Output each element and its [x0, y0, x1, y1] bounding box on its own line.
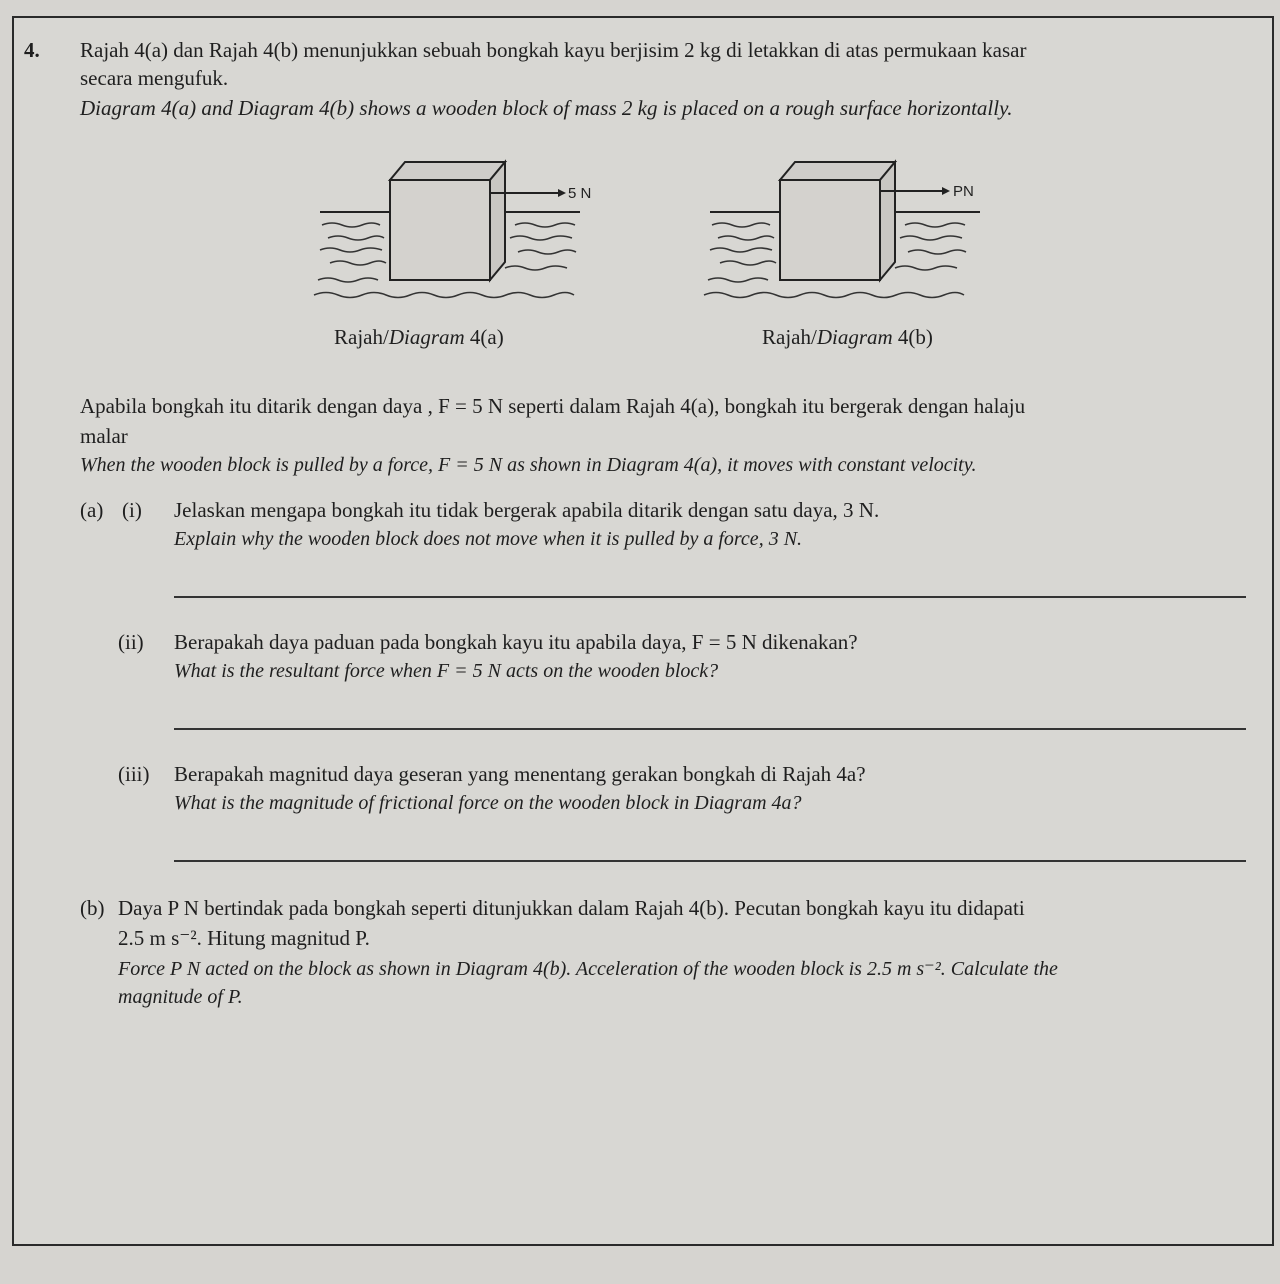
part-a-i-label: (i)	[122, 498, 142, 522]
context-english: When the wooden block is pulled by a force, F = 5 N as shown in Diagram 4(a), it moves with constant velocity.	[80, 454, 977, 476]
force-label-pn: PN	[953, 183, 974, 200]
part-b-english-line1: Force P N acted on the block as shown in Diagram 4(b). Acceleration of the wooden block is 2.5 m s⁻². Calculate the	[118, 958, 1058, 980]
stem-malay-line1: Rajah 4(a) dan Rajah 4(b) menunjukkan sebuah bongkah kayu berjisim 2 kg di letakkan di atas permukaan kasar	[80, 38, 1027, 62]
part-a-i-english: Explain why the wooden block does not move when it is pulled by a force, 3 N.	[174, 528, 803, 550]
context-malay-line2: malar	[80, 424, 128, 448]
part-b-malay-line2: 2.5 m s⁻². Hitung magnitud P.	[118, 926, 370, 950]
part-b-english-line2: magnitude of P.	[118, 986, 243, 1008]
part-a-iii-label: (iii)	[118, 762, 150, 786]
part-a-ii-label: (ii)	[118, 630, 144, 654]
stem-english: Diagram 4(a) and Diagram 4(b) shows a wooden block of mass 2 kg is placed on a rough surface horizontally.	[80, 96, 1013, 120]
stem-malay-line2: secara mengufuk.	[80, 66, 229, 90]
caption-4a: Rajah/Diagram 4(a)	[334, 325, 504, 349]
part-a-iii-malay: Berapakah magnitud daya geseran yang menentang gerakan bongkah di Rajah 4a?	[174, 762, 866, 786]
force-label-5n: 5 N	[568, 185, 592, 202]
answer-line-a-iii[interactable]	[174, 860, 1246, 862]
context-malay-line1: Apabila bongkah itu ditarik dengan daya , F = 5 N seperti dalam Rajah 4(a), bongkah itu bergerak dengan halaju	[80, 394, 1026, 418]
caption-4b: Rajah/Diagram 4(b)	[762, 325, 933, 349]
question-number: 4.	[24, 38, 40, 62]
diagram-4a	[300, 150, 600, 310]
part-a-ii-english: What is the resultant force when F = 5 N acts on the wooden block?	[174, 660, 719, 682]
part-a-label: (a)	[80, 498, 104, 522]
part-b-malay-line1: Daya P N bertindak pada bongkah seperti ditunjukkan dalam Rajah 4(b). Pecutan bongkah kayu itu didapati	[118, 896, 1025, 920]
answer-line-a-ii[interactable]	[174, 728, 1246, 730]
answer-line-a-i[interactable]	[174, 596, 1246, 598]
part-b-label: (b)	[80, 896, 105, 920]
part-a-iii-english: What is the magnitude of frictional force on the wooden block in Diagram 4a?	[174, 792, 802, 814]
part-a-ii-malay: Berapakah daya paduan pada bongkah kayu itu apabila daya, F = 5 N dikenakan?	[174, 630, 858, 654]
diagram-4b	[690, 150, 990, 310]
part-a-i-malay: Jelaskan mengapa bongkah itu tidak bergerak apabila ditarik dengan satu daya, 3 N.	[174, 498, 880, 522]
